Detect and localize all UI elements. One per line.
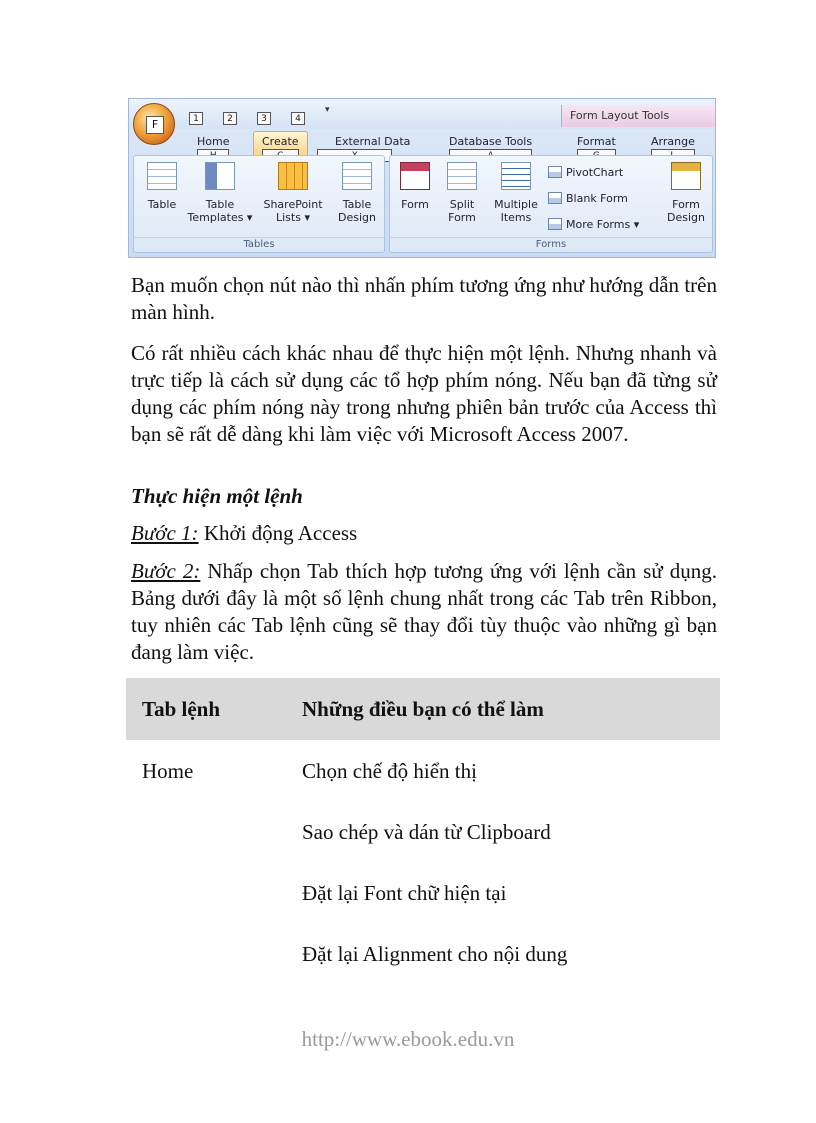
- table-cell-action-3: Đặt lại Font chữ hiện tại: [302, 881, 507, 905]
- quick-access-print-icon[interactable]: [287, 104, 311, 126]
- step-2: [131, 558, 717, 666]
- split-form-label-1: Split: [449, 198, 475, 211]
- table-cell-tab-name: Home: [142, 759, 194, 783]
- table-design-icon: [342, 162, 372, 190]
- table-cell-action-4: Đặt lại Alignment cho nội dung: [302, 942, 568, 966]
- tab-format-label: Format: [577, 135, 616, 148]
- step-1-label: Bước 1:: [131, 521, 199, 545]
- form-design-label-2: Design: [667, 211, 705, 224]
- quick-access-dropdown-icon[interactable]: ▾: [325, 105, 330, 115]
- blank-form-icon: [548, 192, 562, 204]
- footer-url: http://www.ebook.edu.vn: [301, 1027, 515, 1051]
- split-form-label-2: Form: [448, 211, 476, 224]
- office-button-keytip: F: [146, 116, 164, 134]
- paragraph-shortcut-methods: Có rất nhiều cách khác nhau để thực hiện một lệnh. Nhưng nhanh và trực tiếp là cách sử dụng các tổ hợp phím nóng. Nếu bạn đã từng sử dụng các phím nóng này trong nhưng phiên bản trước của Access thì bạn sẽ rất dễ dàng khi làm việc với Microsoft Access 2007.: [131, 341, 717, 446]
- step-2-label: Bước 2:: [131, 559, 201, 583]
- table-templates-icon: [205, 162, 235, 190]
- ribbon-screenshot: [128, 98, 716, 258]
- group-forms-label: Forms: [390, 237, 712, 250]
- context-tab-form-layout-tools: Form Layout Tools: [561, 105, 716, 127]
- sharepoint-lists-button[interactable]: [258, 162, 328, 224]
- tab-database-tools-label: Database Tools: [449, 135, 533, 148]
- table-cell-action-2: Sao chép và dán từ Clipboard: [302, 820, 551, 844]
- table-header-tab: Tab lệnh: [142, 697, 221, 721]
- tab-create[interactable]: [253, 131, 308, 155]
- table-templates-label-2: Templates ▾: [187, 211, 253, 224]
- multiple-items-button[interactable]: [488, 162, 544, 224]
- multiple-items-label-2: Items: [500, 211, 532, 224]
- table-templates-button[interactable]: [186, 162, 254, 224]
- pivotchart-button[interactable]: [548, 166, 623, 179]
- table-templates-label-1: Table: [205, 198, 235, 211]
- quick-access-keytip-4: 4: [291, 112, 305, 125]
- step-1-text: Khởi động Access: [198, 521, 358, 545]
- pivotchart-icon: [548, 166, 562, 178]
- ribbon-tabs: [129, 129, 715, 155]
- quick-access-undo-icon[interactable]: [219, 104, 243, 126]
- form-icon: [400, 162, 430, 190]
- table-header-actions: Những điều bạn có thể làm: [302, 697, 544, 721]
- group-tables: [133, 155, 385, 253]
- more-forms-label: More Forms ▾: [566, 218, 640, 231]
- multiple-items-icon: [501, 162, 531, 190]
- table-cell-action-1: Chọn chế độ hiển thị: [302, 759, 477, 783]
- quick-access-keytip-2: 2: [223, 112, 237, 125]
- tab-external-data-label: External Data: [335, 135, 411, 148]
- form-design-icon: [671, 162, 701, 190]
- table-design-label-2: Design: [338, 211, 376, 224]
- table-button[interactable]: [142, 162, 182, 211]
- blank-form-label: Blank Form: [566, 192, 628, 205]
- split-form-button[interactable]: [440, 162, 484, 224]
- table-header-row: [126, 678, 720, 740]
- group-tables-label: Tables: [134, 237, 384, 250]
- section-heading: Thực hiện một lệnh: [131, 484, 303, 508]
- sharepoint-lists-label-1: SharePoint: [263, 198, 323, 211]
- multiple-items-label-1: Multiple: [494, 198, 538, 211]
- quick-access-redo-icon[interactable]: [253, 104, 277, 126]
- ribbon-groups: [133, 155, 711, 255]
- group-forms: [389, 155, 713, 253]
- quick-access-keytip-1: 1: [189, 112, 203, 125]
- more-forms-icon: [548, 218, 562, 230]
- step-1: [131, 520, 717, 547]
- more-forms-button[interactable]: [548, 218, 639, 231]
- form-design-button[interactable]: [662, 162, 710, 224]
- pivotchart-label: PivotChart: [566, 166, 624, 179]
- form-button-label: Form: [401, 198, 429, 211]
- table-design-button[interactable]: [332, 162, 382, 224]
- quick-access-keytip-3: 3: [257, 112, 271, 125]
- form-button[interactable]: [394, 162, 436, 211]
- step-2-text: Nhấp chọn Tab thích hợp tương ứng với lệnh cần sử dụng. Bảng dưới đây là một số lệnh chung nhất trong các Tab trên Ribbon, tuy nhiên các Tab lệnh cũng sẽ thay đổi tùy thuộc vào những gì bạn đang làm việc.: [131, 559, 717, 664]
- sharepoint-lists-icon: [278, 162, 308, 190]
- table-design-label-1: Table: [342, 198, 372, 211]
- table-icon: [147, 162, 177, 190]
- quick-access-save-icon[interactable]: [185, 104, 209, 126]
- form-design-label-1: Form: [672, 198, 700, 211]
- tab-home-label: Home: [197, 135, 230, 148]
- paragraph-keytip-instruction: Bạn muốn chọn nút nào thì nhấn phím tương ứng như hướng dẫn trên màn hình.: [131, 273, 717, 324]
- split-form-icon: [447, 162, 477, 190]
- tab-create-label: Create: [262, 135, 299, 148]
- table-button-label: Table: [147, 198, 177, 211]
- sharepoint-lists-label-2: Lists ▾: [276, 211, 310, 224]
- tab-arrange-label: Arrange: [651, 135, 695, 148]
- blank-form-button[interactable]: [548, 192, 628, 205]
